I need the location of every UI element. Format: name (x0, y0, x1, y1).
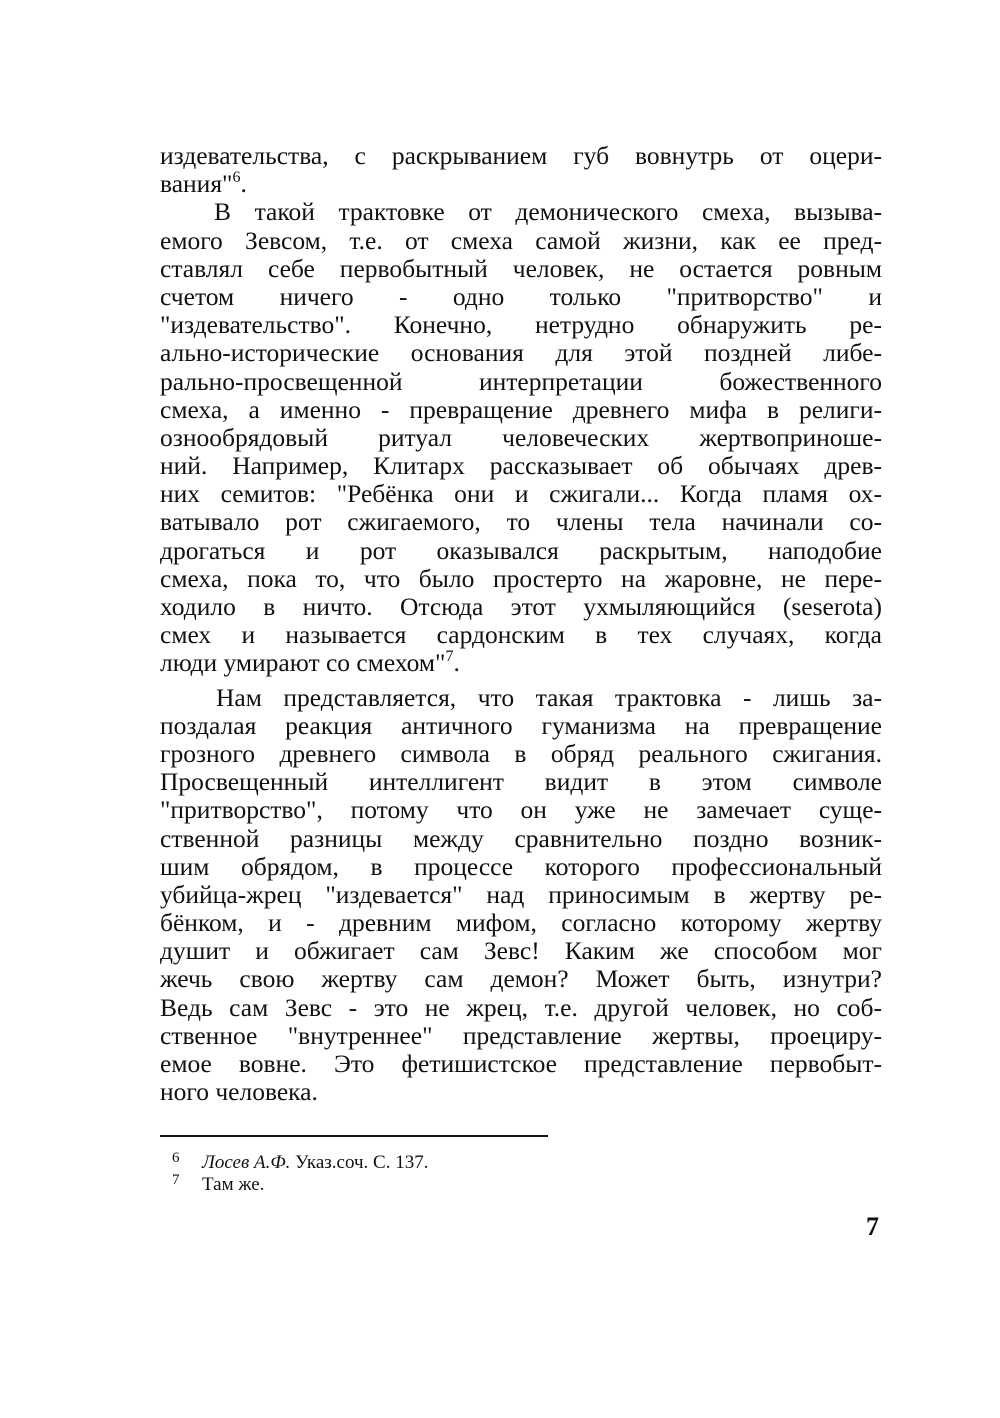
text-line: душит и обжигает сам Зевс! Каким же способом мог (160, 936, 882, 966)
text-line: бёнком, и - древним мифом, согласно которому жертву (160, 908, 882, 938)
footnote-6 (172, 1152, 428, 1174)
text-line: смех и называется сардонским в тех случаях, когда (160, 620, 882, 650)
text-line: ставлял себе первобытный человек, не остается ровным (160, 253, 882, 283)
paragraph-3 (160, 684, 882, 1107)
text-line: ственной разницы между сравнительно поздно возник- (160, 823, 882, 853)
text-line: ально-исторические основания для этой поздней либе- (160, 338, 882, 368)
text-line: "издевательство". Конечно, нетрудно обнаружить ре- (160, 310, 882, 340)
text-line: люди умирают со смехом"$^7$. (160, 648, 460, 678)
text-line: грозного древнего символа в обряд реального сжигания. (160, 738, 882, 768)
text-line: ний. Например, Клитарх рассказывает об обычаях древ- (160, 451, 882, 481)
text-line: счетом ничего - одно только "притворство" и (160, 281, 882, 311)
text-line: убийца-жрец "издевается" над приносимым в жертву ре- (160, 879, 882, 909)
paragraph-1 (160, 142, 882, 198)
text-line: емое вовне. Это фетишистское представление первобыт- (160, 1049, 882, 1078)
text-line: дрогаться и рот оказывался раскрытым, наподобие (160, 535, 882, 565)
text-line: ного человека. (160, 1077, 318, 1107)
text-line: емого Зевсом, т.е. от смеха самой жизни, как ее пред- (160, 225, 882, 255)
footnote-number: 7 (172, 1172, 180, 1188)
text-line: смеха, пока то, что было простерто на жаровне, не пере- (160, 563, 882, 593)
footnote-7 (172, 1174, 428, 1196)
text-line: "притворство", потому что он уже не замечает суще- (160, 795, 882, 825)
paragraph-2 (160, 198, 882, 677)
text-line: издевательства, с раскрыванием губ вовнутрь от оцери- (160, 141, 882, 170)
text-line: Ведь сам Зевс - это не жрец, т.е. другой человек, но соб- (160, 992, 882, 1022)
footnote-ref: 6 (232, 169, 241, 187)
footnote-author: Лосев А.Ф. (202, 1152, 291, 1173)
footnote-divider (160, 1135, 548, 1137)
text-line: смеха, а именно - превращение древнего мифа в религи- (160, 394, 882, 424)
footnote-text: Там же. (202, 1174, 265, 1195)
text-line: жечь свою жертву сам демон? Может быть, изнутри? (160, 964, 882, 994)
text-line: В такой трактовке от демонического смеха, вызыва- (214, 197, 882, 227)
text-line: вания"$^6$. (160, 169, 247, 199)
text-line: рально-просвещенной интерпретации божественного (160, 366, 882, 396)
text-line: поздалая реакция античного гуманизма на превращение (160, 710, 882, 740)
text-line: ватывало рот сжигаемого, то члены тела начинали со- (160, 507, 882, 537)
footnotes (172, 1152, 428, 1196)
main-text (160, 142, 882, 1106)
page-number: 7 (866, 1212, 879, 1241)
text-line: Нам представляется, что такая трактовка - лишь за- (216, 682, 882, 712)
text-line: ственное "внутреннее" представление жертвы, проециру- (160, 1020, 882, 1050)
footnote-text: Указ.соч. С. 137. (290, 1152, 429, 1173)
text-line: шим обрядом, в процессе которого профессиональный (160, 851, 882, 881)
footnote-number: 6 (172, 1150, 180, 1166)
footnote-ref: 7 (445, 648, 454, 666)
text-line: них семитов: "Ребёнка они и сжигали... Когда пламя ох- (160, 479, 882, 509)
text-line: ходило в ничто. Отсюда этот ухмыляющийся (seserota) (160, 592, 882, 621)
text-line: ознообрядовый ритуал человеческих жертвоприноше- (160, 422, 882, 452)
text-line: Просвещенный интеллигент видит в этом символе (160, 767, 882, 797)
